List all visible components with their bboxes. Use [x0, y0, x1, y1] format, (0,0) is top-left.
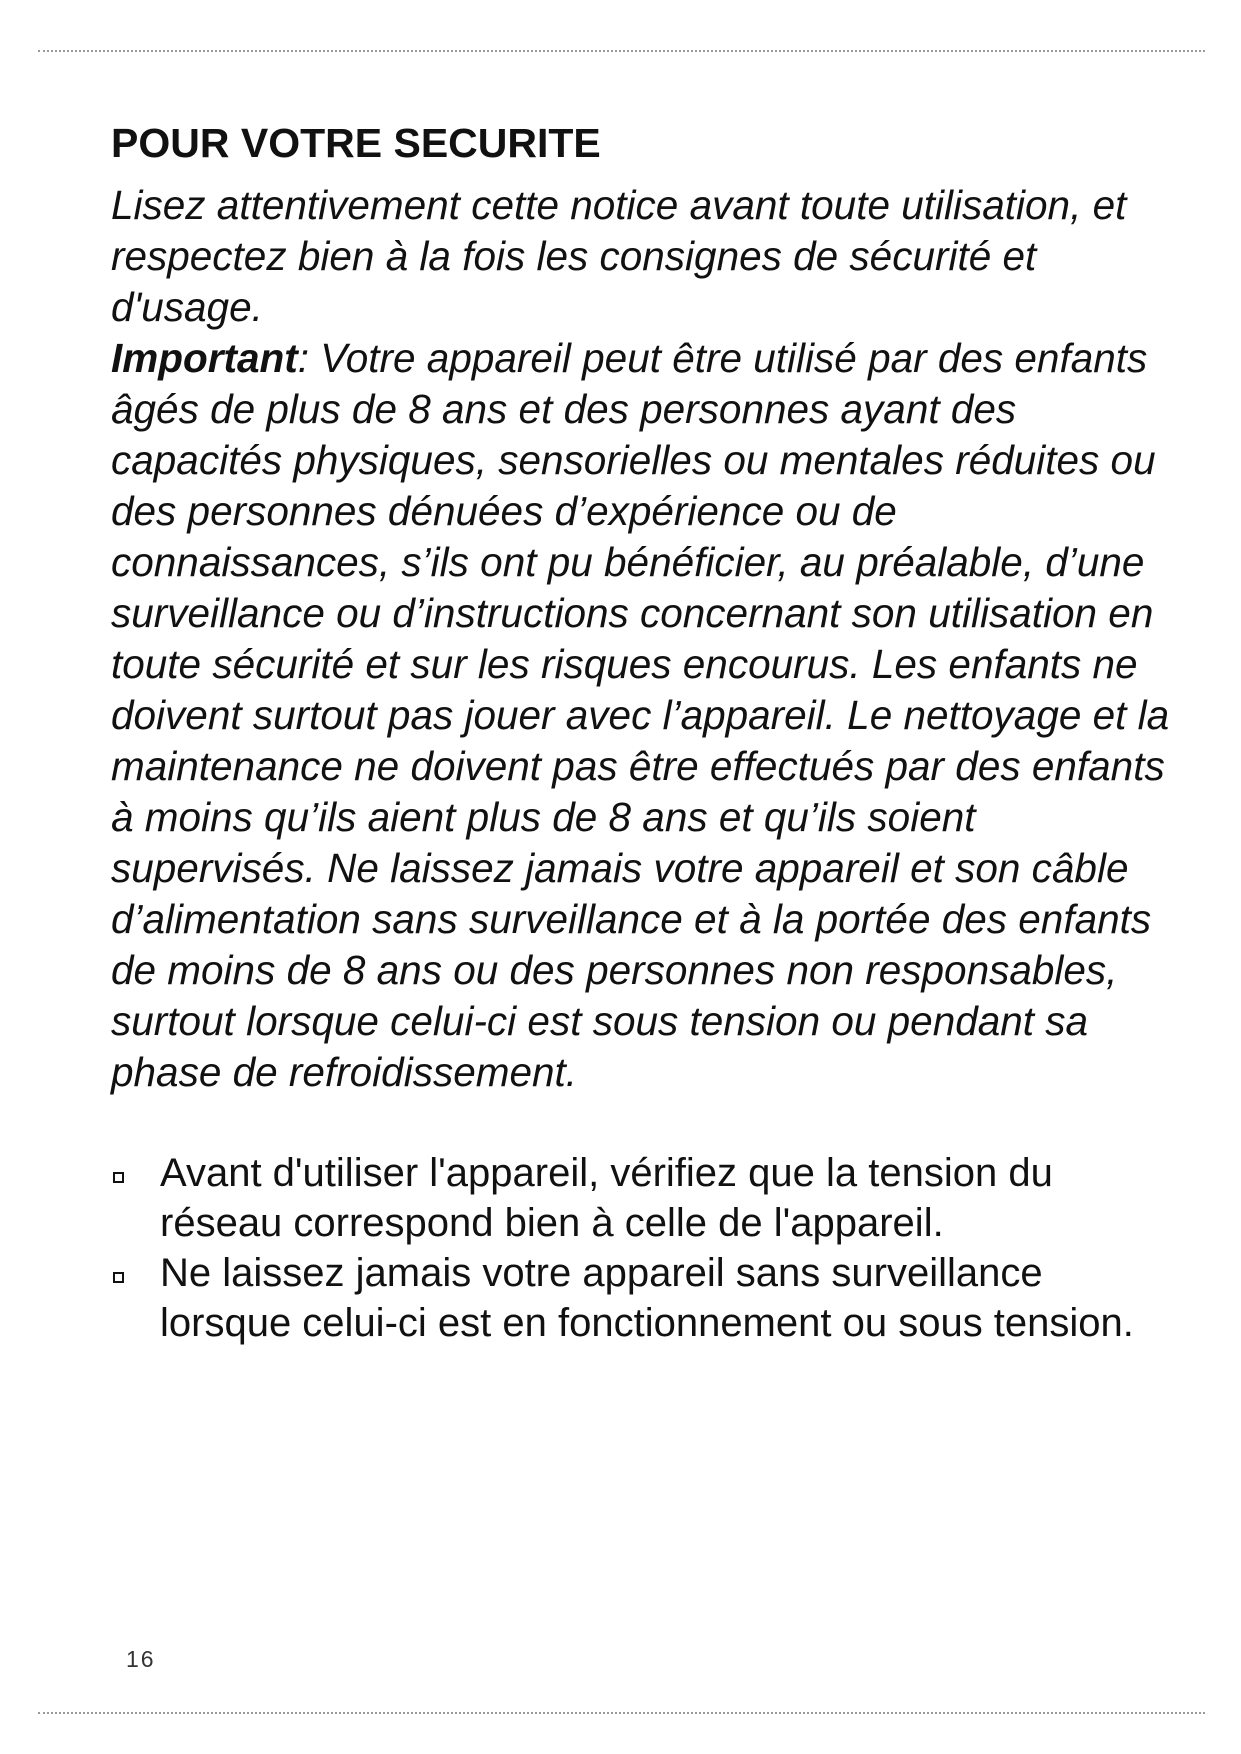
page-number: 16 [126, 1646, 156, 1672]
important-paragraph [111, 333, 1171, 1098]
bullet-text: Ne laissez jamais votre appareil sans surveillance lorsque celui-ci est en fonctionnement ou sous tension. [160, 1251, 1134, 1345]
safety-bullet-list [111, 1148, 1171, 1348]
top-dotted-rule [38, 50, 1205, 52]
bottom-dotted-rule [38, 1712, 1205, 1714]
bullet-text: Avant d'utiliser l'appareil, vérifiez que la tension du réseau correspond bien à celle de l'appareil. [160, 1151, 1053, 1245]
intro-paragraph: Lisez attentivement cette notice avant toute utilisation, et respectez bien à la fois les consignes de sécurité et d'usage. [111, 182, 1127, 330]
checkbox-bullet-icon [113, 1272, 124, 1283]
important-text: : Votre appareil peut être utilisé par des enfants âgés de plus de 8 ans et des personnes ayant des capacités physiques, sensorielles ou mentales réduites ou des personnes dénuées d’expérience ou de connaissances, s’ils ont pu bénéficier, au préalable, d’une surveillance ou d’instructions concernant son utilisation en toute sécurité et sur les risques encourus. Les enfants ne doivent surtout pas jouer avec l’appareil. Le nettoyage et la maintenance ne doivent pas être effectués par des enfants à moins qu’ils aient plus de 8 ans et qu’ils soient supervisés. Ne laissez jamais votre appareil et son câble d’alimentation sans surveillance et à la portée des enfants de moins de 8 ans ou des personnes non responsables, surtout lorsque celui-ci est sous tension ou pendant sa phase de refroidissement. [111, 335, 1170, 1095]
important-label: Important [111, 335, 298, 381]
list-item [111, 1148, 1171, 1248]
checkbox-bullet-icon [113, 1172, 124, 1183]
safety-section [111, 118, 1171, 1348]
section-heading: POUR VOTRE SECURITE [111, 120, 601, 166]
list-item [111, 1248, 1171, 1348]
